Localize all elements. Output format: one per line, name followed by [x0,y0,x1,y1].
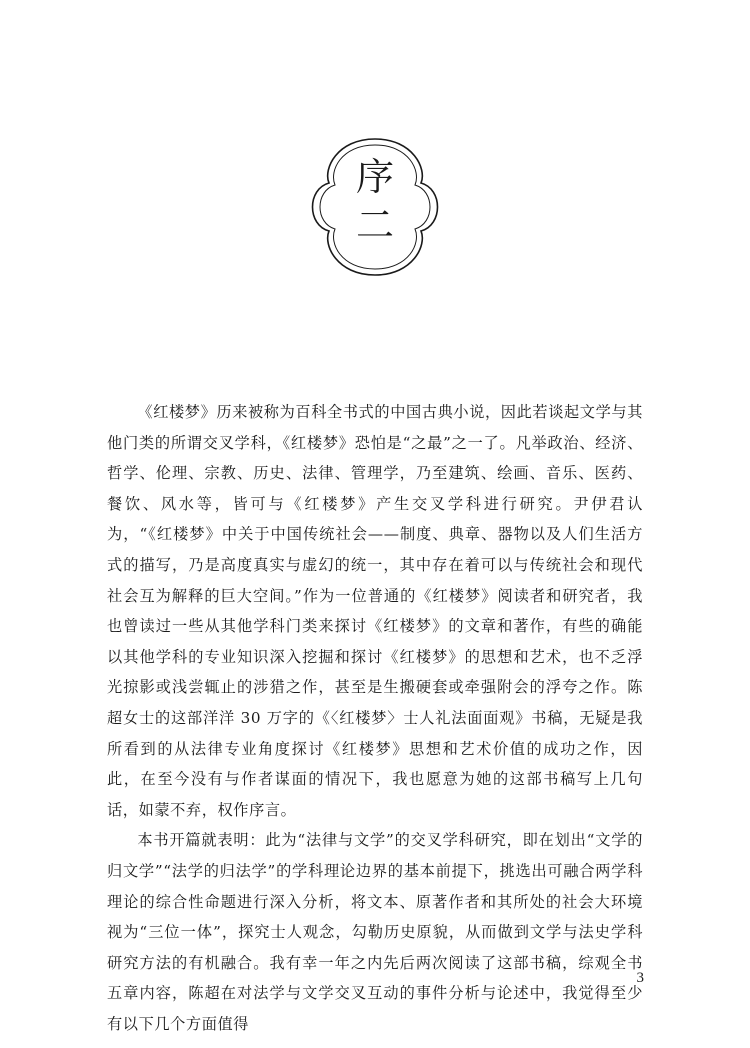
body-text [107,397,643,1039]
paragraph-1: 《红楼梦》历来被称为百科全书式的中国古典小说，因此若谈起文学与其他门类的所谓交叉学科，《红楼梦》恐怕是“之最”之一了。凡举政治、经济、哲学、伦理、宗教、历史、法律、管理学，乃至建筑、绘画、音乐、医药、餐饮、风水等，皆可与《红楼梦》产生交叉学科进行研究。尹伊君认为，“《红楼梦》中关于中国传统社会——制度、典章、器物以及人们生活方式的描写，乃是高度真实与虚幻的统一，其中存在着可以与传统社会和现代社会互为解释的巨大空间。”作为一位普通的《红楼梦》阅读者和研究者，我也曾读过一些从其他学科门类来探讨《红楼梦》的文章和著作，有些的确能以其他学科的专业知识深入挖掘和探讨《红楼梦》的思想和艺术，也不乏浮光掠影或浅尝辄止的涉猎之作，甚至是生搬硬套或牵强附会的浮夸之作。陈超女士的这部洋洋 30 万字的《〈红楼梦〉士人礼法面面观》书稿，无疑是我所看到的从法律专业角度探讨《红楼梦》思想和艺术价值的成功之作，因此，在至今没有与作者谋面的情况下，我也愿意为她的这部书稿写上几句话，如蒙不弃，权作序言。 [107,403,643,819]
page-number: 3 [636,970,644,986]
paragraph-2: 本书开篇就表明：此为“法律与文学”的交叉学科研究，即在划出“文学的归文学”“法学的归法学”的学科理论边界的基本前提下，挑选出可融合两学科理论的综合性命题进行深入分析，将文本、原著作者和其所处的社会大环境视为“三位一体”，探究士人观念，勾勒历史原貌，从而做到文学与法史学科研究方法的有机融合。我有幸一年之内先后两次阅读了这部书稿，综观全书五章内容，陈超在对法学与文学交叉互动的事件分析与论述中，我觉得至少有以下几个方面值得 [107,831,643,1033]
chapter-title-number: 二 [355,203,394,247]
chapter-title-badge [303,135,447,279]
chapter-title-main: 序 [355,155,394,199]
